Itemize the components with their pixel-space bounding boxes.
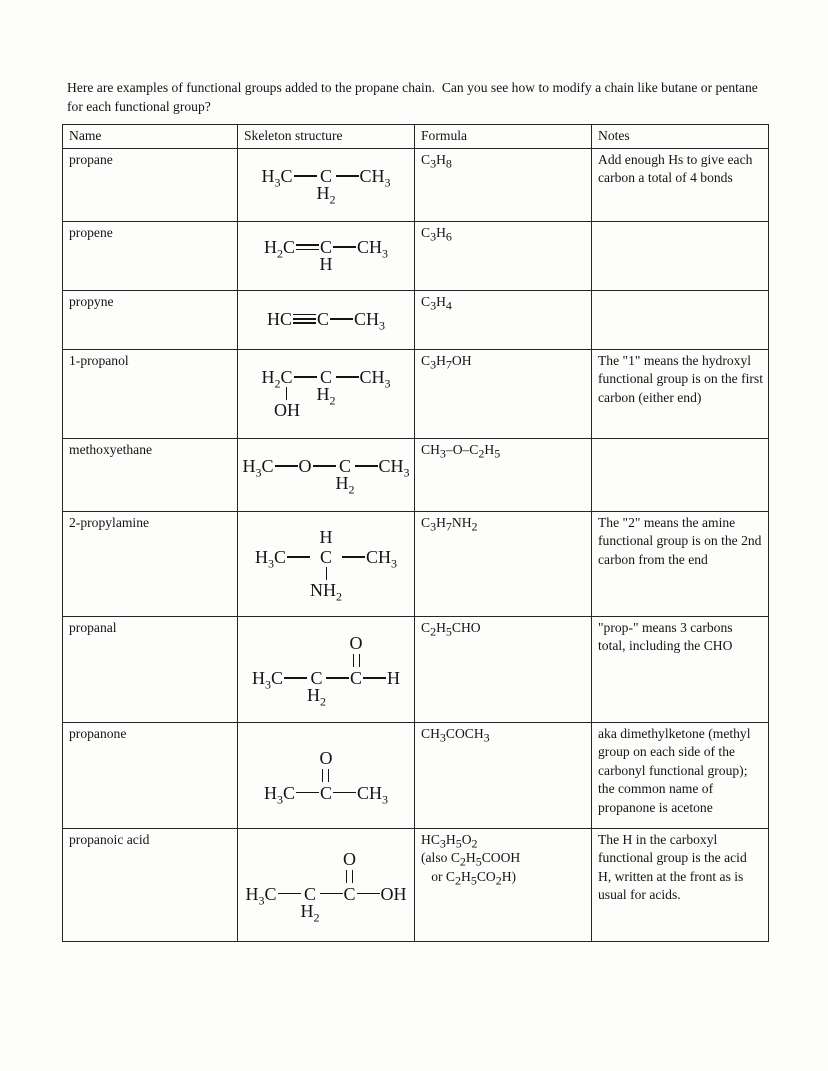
name-cell: propane bbox=[63, 148, 238, 221]
structure-cell bbox=[238, 349, 415, 438]
name-cell: methoxyethane bbox=[63, 438, 238, 511]
table-row bbox=[63, 290, 769, 349]
intro-paragraph: Here are examples of functional groups added to the propane chain. Can you see how to modify a chain like butane or pentane for each functional group? bbox=[67, 79, 762, 114]
table-row bbox=[63, 148, 769, 221]
structure-holder bbox=[244, 848, 407, 925]
formula-line: $C_3H_8$ bbox=[421, 151, 452, 171]
formula-line: $C_3H_6$ bbox=[421, 224, 452, 244]
skeleton-structure: $H_3C$ C $CH_3$ $H_2$ bbox=[261, 166, 391, 207]
structure-holder bbox=[251, 633, 401, 709]
notes-cell: The "2" means the amine functional group is on the 2nd carbon from the end bbox=[592, 511, 769, 616]
formula-cell bbox=[415, 438, 592, 511]
formula-line: or $C_2H_5CO_2H$) bbox=[421, 868, 517, 888]
table-row bbox=[63, 828, 769, 941]
column-header-skeleton: Skeleton structure bbox=[238, 125, 415, 149]
column-header-formula: Formula bbox=[415, 125, 592, 149]
formula-cell bbox=[415, 616, 592, 722]
formula-line: $HC_3H_5O_2$ bbox=[421, 831, 478, 851]
structure-holder bbox=[263, 237, 389, 274]
structure-holder bbox=[254, 527, 398, 604]
notes-cell: aka dimethylketone (methyl group on each side of the carbonyl functional group); the common name of propanone is acetone bbox=[592, 722, 769, 828]
formula-cell bbox=[415, 148, 592, 221]
name-cell: propyne bbox=[63, 290, 238, 349]
skeleton-structure: $H_3C$ C C OH O $H_2$ bbox=[245, 848, 407, 925]
name-cell: 1-propanol bbox=[63, 349, 238, 438]
table-body bbox=[63, 148, 769, 941]
skeleton-structure: HC C $CH_3$ bbox=[266, 308, 386, 333]
skeleton-structure: $H_2C$ C $CH_3$ OH $H_2$ bbox=[261, 367, 391, 420]
skeleton-structure: $H_3C$ O C $CH_3$ $H_2$ bbox=[242, 456, 410, 497]
name-cell: propene bbox=[63, 221, 238, 290]
name-cell: propanal bbox=[63, 616, 238, 722]
table-header-row bbox=[63, 125, 769, 149]
structure-cell bbox=[238, 616, 415, 722]
structure-holder bbox=[241, 456, 410, 497]
notes-cell bbox=[592, 290, 769, 349]
column-header-name: Name bbox=[63, 125, 238, 149]
name-cell: propanone bbox=[63, 722, 238, 828]
structure-holder bbox=[263, 747, 389, 807]
table-row bbox=[63, 616, 769, 722]
table-row bbox=[63, 722, 769, 828]
structure-holder bbox=[266, 308, 386, 333]
notes-cell bbox=[592, 221, 769, 290]
formula-cell bbox=[415, 828, 592, 941]
formula-line: $CH_3-O-C_2H_5$ bbox=[421, 441, 501, 461]
table-row bbox=[63, 349, 769, 438]
formula-cell bbox=[415, 722, 592, 828]
functional-groups-table bbox=[62, 124, 769, 942]
notes-cell bbox=[592, 438, 769, 511]
skeleton-structure: $H_2C$ C $CH_3$ H bbox=[263, 237, 389, 274]
structure-cell bbox=[238, 438, 415, 511]
table-row bbox=[63, 511, 769, 616]
formula-cell bbox=[415, 511, 592, 616]
structure-cell bbox=[238, 148, 415, 221]
formula-cell bbox=[415, 221, 592, 290]
structure-cell bbox=[238, 828, 415, 941]
column-header-notes: Notes bbox=[592, 125, 769, 149]
table-row bbox=[63, 438, 769, 511]
skeleton-structure: $H_3C$ C $CH_3$ H $NH_2$ bbox=[254, 527, 398, 604]
formula-line: $C_3H_4$ bbox=[421, 293, 452, 313]
name-cell: propanoic acid bbox=[63, 828, 238, 941]
structure-holder bbox=[260, 166, 391, 207]
notes-cell: "prop-" means 3 carbons total, including the CHO bbox=[592, 616, 769, 722]
notes-cell: Add enough Hs to give each carbon a total of 4 bonds bbox=[592, 148, 769, 221]
formula-cell bbox=[415, 349, 592, 438]
notes-cell: The "1" means the hydroxyl functional group is on the first carbon (either end) bbox=[592, 349, 769, 438]
name-cell: 2-propylamine bbox=[63, 511, 238, 616]
structure-cell bbox=[238, 511, 415, 616]
formula-line: $C_3H_7NH_2$ bbox=[421, 514, 478, 534]
skeleton-structure: $H_3C$ C $CH_3$ O bbox=[263, 747, 389, 807]
notes-cell: The H in the carboxyl functional group is the acid H, written at the front as is usual for acids. bbox=[592, 828, 769, 941]
structure-cell bbox=[238, 290, 415, 349]
formula-cell bbox=[415, 290, 592, 349]
formula-line: $C_2H_5CHO$ bbox=[421, 619, 481, 639]
table-row bbox=[63, 221, 769, 290]
structure-cell bbox=[238, 221, 415, 290]
formula-line: $CH_3COCH_3$ bbox=[421, 725, 490, 745]
formula-line: $C_3H_7OH$ bbox=[421, 352, 472, 372]
formula-line: (also $C_2H_5COOH$ bbox=[421, 850, 521, 869]
skeleton-structure: $H_3C$ C C H O $H_2$ bbox=[251, 633, 401, 709]
structure-cell bbox=[238, 722, 415, 828]
structure-holder bbox=[260, 367, 391, 420]
